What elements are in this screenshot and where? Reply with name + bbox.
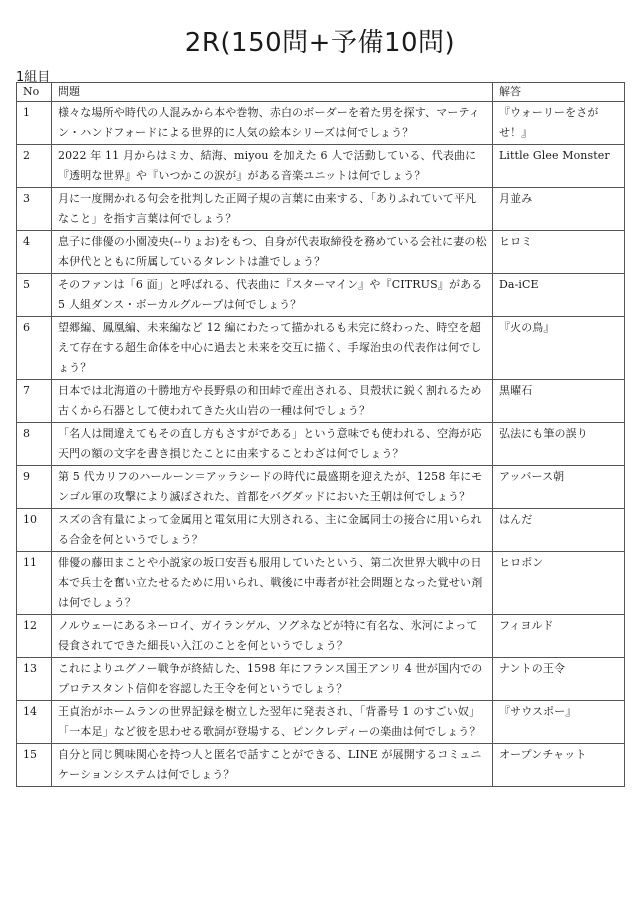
question-text: 2022 年 11 月からはミカ、結海、miyou を加えた 6 人で活動している、代表曲に『透明な世界』や『いつかこの涙が』がある音楽ユニットは何でしょう？ [52, 145, 493, 188]
group-label: 1組目 [16, 70, 51, 85]
table-row [17, 552, 625, 615]
answer-text: 『サウスポー』 [493, 701, 625, 744]
header-answer: 解答 [493, 83, 625, 102]
answer-text: はんだ [493, 509, 625, 552]
answer-text: オープンチャット [493, 744, 625, 787]
question-text: 第 5 代カリフのハールーン＝アッラシードの時代に最盛期を迎えたが、1258 年にモンゴル軍の攻撃により滅ぼされた、首都をバグダッドにおいた王朝は何でしょう？ [52, 466, 493, 509]
answer-text: Little Glee Monster [493, 145, 625, 188]
question-text: スズの含有量によって金属用と電気用に大別される、主に金属同士の接合に用いられる合金を何というでしょう？ [52, 509, 493, 552]
question-number: 10 [17, 509, 52, 552]
table-row [17, 145, 625, 188]
question-number: 4 [17, 231, 52, 274]
table-row [17, 188, 625, 231]
answer-text: 弘法にも筆の誤り [493, 423, 625, 466]
header-no: No [17, 83, 52, 102]
table-header-row [17, 83, 625, 102]
answer-text: ヒロミ [493, 231, 625, 274]
question-text: 様々な場所や時代の人混みから本や巻物、赤白のボーダーを着た男を探す、マーティン・ハンドフォードによる世界的に人気の絵本シリーズは何でしょう？ [52, 102, 493, 145]
table-row [17, 701, 625, 744]
question-number: 1 [17, 102, 52, 145]
answer-text: 月並み [493, 188, 625, 231]
header-question: 問題 [52, 83, 493, 102]
question-text: 自分と同じ興味関心を持つ人と匿名で話すことができる、LINE が展開するコミュニケーションシステムは何でしょう？ [52, 744, 493, 787]
question-number: 2 [17, 145, 52, 188]
question-number: 6 [17, 317, 52, 380]
question-text: 月に一度開かれる句会を批判した正岡子規の言葉に由来する、「ありふれていて平凡なこと」を指す言葉は何でしょう？ [52, 188, 493, 231]
question-text: 息子に俳優の小園凌央(--りょお)をもつ、自身が代表取締役を務めている会社に妻の松本伊代とともに所属しているタレントは誰でしょう？ [52, 231, 493, 274]
page-title: 2R(150問+予備10問) [184, 28, 456, 58]
question-text: 「名人は間違えてもその直し方もさすがである」という意味でも使われる、空海が応天門の額の文字を書き損じたことに由来することわざは何でしょう？ [52, 423, 493, 466]
table-row [17, 380, 625, 423]
table-row [17, 466, 625, 509]
answer-text: 『火の鳥』 [493, 317, 625, 380]
table-row [17, 102, 625, 145]
question-text: 日本では北海道の十勝地方や長野県の和田峠で産出される、貝殻状に鋭く割れるため古くから石器として使われてきた火山岩の一種は何でしょう？ [52, 380, 493, 423]
question-number: 15 [17, 744, 52, 787]
question-number: 7 [17, 380, 52, 423]
table-row [17, 317, 625, 380]
table-row [17, 615, 625, 658]
question-text: これによりユグノー戦争が終結した、1598 年にフランス国王アンリ 4 世が国内でのプロテスタント信仰を容認した王令を何というでしょう？ [52, 658, 493, 701]
question-text: 望郷編、鳳凰編、未来編など 12 編にわたって描かれるも未完に終わった、時空を超えて存在する超生命体を中心に過去と未来を交互に描く、手塚治虫の代表作は何でしょう？ [52, 317, 493, 380]
question-number: 11 [17, 552, 52, 615]
table-row [17, 744, 625, 787]
answer-text: Da-iCE [493, 274, 625, 317]
answer-text: ヒロポン [493, 552, 625, 615]
question-text: ノルウェーにあるネーロイ、ガイランゲル、ソグネなどが特に有名な、氷河によって侵食されてできた細長い入江のことを何というでしょう？ [52, 615, 493, 658]
question-number: 9 [17, 466, 52, 509]
answer-text: フィヨルド [493, 615, 625, 658]
quiz-table [16, 82, 625, 787]
question-text: 王貞治がホームランの世界記録を樹立した翌年に発表され、「背番号 1 のすごい奴」「一本足」など彼を思わせる歌詞が登場する、ピンクレディーの楽曲は何でしょう？ [52, 701, 493, 744]
answer-text: 黒曜石 [493, 380, 625, 423]
question-text: そのファンは「6 面」と呼ばれる、代表曲に『スターマイン』や『CITRUS』がある 5 人組ダンス・ボーカルグループは何でしょう？ [52, 274, 493, 317]
question-number: 14 [17, 701, 52, 744]
question-number: 5 [17, 274, 52, 317]
table-row [17, 658, 625, 701]
table-row [17, 274, 625, 317]
table-row [17, 423, 625, 466]
table-row [17, 231, 625, 274]
question-number: 8 [17, 423, 52, 466]
table-row [17, 509, 625, 552]
question-number: 3 [17, 188, 52, 231]
question-number: 13 [17, 658, 52, 701]
answer-text: ナントの王令 [493, 658, 625, 701]
question-text: 俳優の藤田まことや小説家の坂口安吾も服用していたという、第二次世界大戦中の日本で兵士を奮い立たせるために用いられ、戦後に中毒者が社会問題となった覚せい剤は何でしょう？ [52, 552, 493, 615]
question-number: 12 [17, 615, 52, 658]
answer-text: 『ウォーリーをさがせ！』 [493, 102, 625, 145]
answer-text: アッバース朝 [493, 466, 625, 509]
